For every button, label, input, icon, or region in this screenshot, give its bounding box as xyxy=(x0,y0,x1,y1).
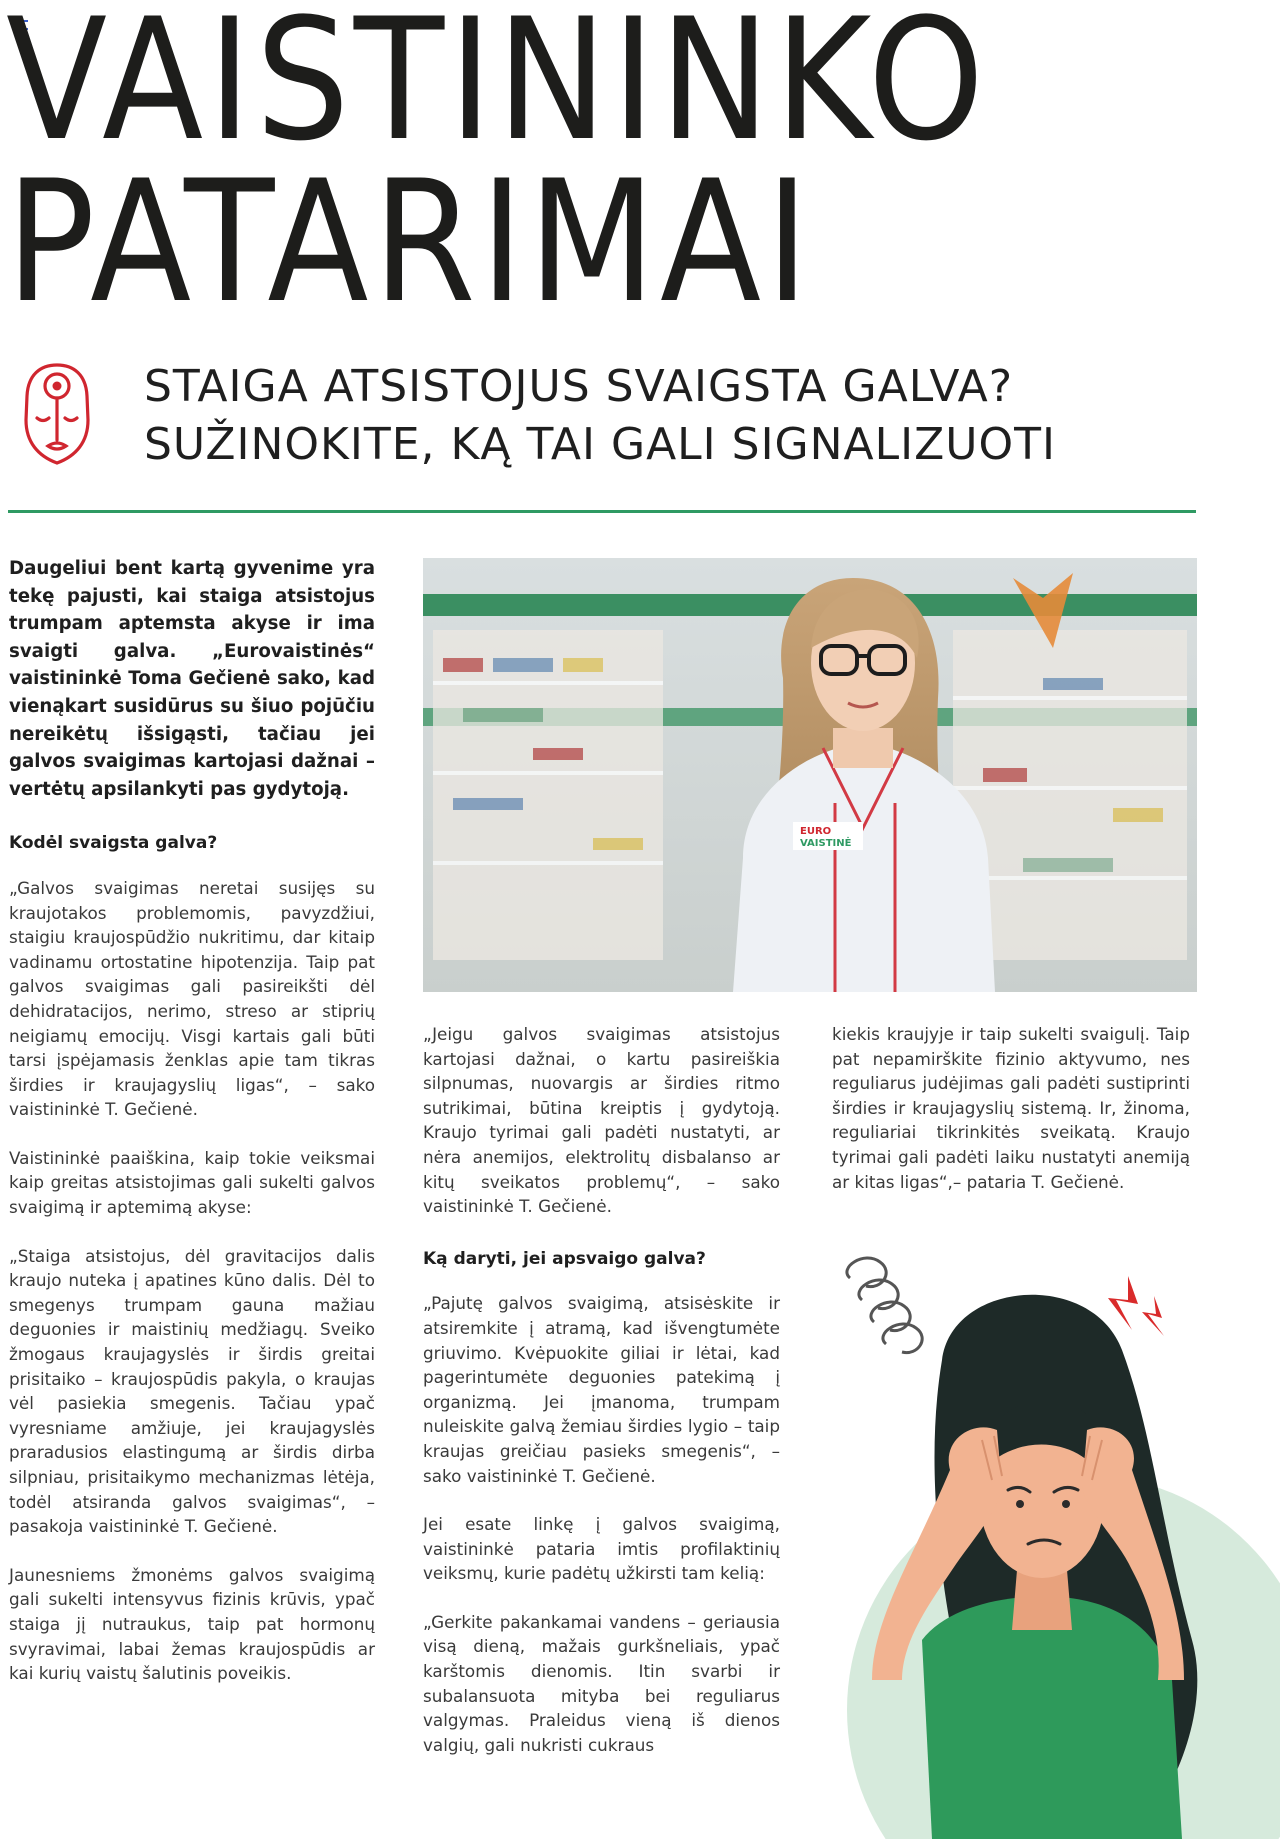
paragraph: kiekis kraujyje ir taip sukelti svaigulį. Taip pat nepamirškite fizinio aktyvumo, nes reguliarus judėjimas gali padėti sustiprinti širdies ir kraujagyslių sistemą. Ir, žinoma, reguliariai tikrinkitės sveikatą. Kraujo tyrimai gali padėti laiku nustatyti anemiją ar kitas ligas“,– pataria T. Gečienė. xyxy=(832,1024,1190,1192)
subtitle-line-1: STAIGA ATSISTOJUS SVAIGSTA GALVA? xyxy=(144,361,1014,412)
pharmacist-photo xyxy=(423,558,1197,992)
column-3 xyxy=(832,1022,1190,1194)
column-1 xyxy=(9,555,375,1686)
column-2 xyxy=(423,1022,780,1757)
paragraph: Jaunesniems žmonėms galvos svaigimą gali sukelti intensyvus fizinis krūvis, ypač staiga jį nutraukus, taip pat hormonų svyravimai, labai žemas kraujospūdis ar kai kurių vaistų šalutinis poveikis. xyxy=(9,1564,375,1684)
article-subtitle xyxy=(144,358,1056,474)
paragraph: „Staiga atsistojus, dėl gravitacijos dalis kraujo nuteka į apatines kūno dalis. Dėl to smegenys trumpam gauna mažiau deguonies ir maistinių medžiagų. Sveiko žmogaus kraujagyslės ir širdis greitai prisitaiko – kraujospūdis pakyla, o kraujas vėl pasiekia smegenis. Tačiau ypač vyresniame amžiuje, jei kraujagyslės praradusios elastingumą ar širdis dirba silpniau, prisitaikymo mechanizmas lėtėja, todėl atsiranda galvos svaigimas“, – pasakoja vaistininkė T. Gečienė. xyxy=(9,1245,375,1537)
paragraph: „Galvos svaigimas neretai susijęs su kraujotakos problemomis, pavyzdžiui, staigiu kraujospūdžio nukritimu, dar kitaip vadinamu ortostatine hipotenzija. Taip pat galvos svaigimas gali pasireikšti dėl dehidratacijos, nerimo, streso ar stiprių neigiamų emocijų. Visgi kartais gali būti tarsi įspėjamasis ženklas apie tam tikras širdies ir kraujagyslių ligas“, – sako vaistininkė T. Gečienė. xyxy=(9,877,375,1120)
dizzy-woman-illustration xyxy=(832,1240,1280,1839)
photo-badge-line-1: EURO xyxy=(800,826,832,837)
green-divider xyxy=(8,510,1196,513)
pain-lightning-icon xyxy=(1108,1276,1164,1336)
paragraph: „Jeigu galvos svaigimas atsistojus kartojasi dažnai, o kartu pasireiškia silpnumas, nuovargis ar širdies ritmo sutrikimai, būtina kreiptis į gydytoją. Kraujo tyrimai gali padėti nustatyti, ar nėra anemijos, elektrolitų disbalanso ar kitų sveikatos problemų“, – sako vaistininkė T. Gečienė. xyxy=(423,1024,780,1217)
section-heading-why: Kodėl svaigsta galva? xyxy=(9,833,218,854)
paragraph: „Gerkite pakankamai vandens – geriausia visą dieną, mažais gurkšneliais, ypač karštomis dienomis. Itin svarbi ir subalansuota mityba bei reguliarus valgymas. Praleidus vieną iš dienos valgių, gali nukristi cukraus xyxy=(423,1611,780,1755)
photo-badge-line-2: VAISTINĖ xyxy=(800,838,852,849)
face-target-icon xyxy=(22,362,92,468)
subtitle-line-2: SUŽINOKITE, KĄ TAI GALI SIGNALIZUOTI xyxy=(144,419,1056,470)
paragraph: Jei esate linkę į galvos svaigimą, vaistininkė pataria imtis profilaktinių veiksmų, kurie padėtų užkirsti tam kelią: xyxy=(423,1514,780,1584)
lead-paragraph: Daugeliui bent kartą gyvenime yra tekę pajusti, kai staiga atsistojus trumpam aptemsta akyse ir ima svaigti galva. „Eurovaistinės“ vaistininkė Toma Gečienė sako, kad vienąkart susidūrus su šiuo pojūčiu nereikėtų išsigąsti, tačiau jei galvos svaigimas kartojasi dažnai – vertėtų apsilankyti pas gydytoją. xyxy=(9,558,375,800)
paragraph: „Pajutę galvos svaigimą, atsisėskite ir atsiremkite į atramą, kad išvengtumėte griuvimo. Kvėpuokite giliai ir lėtai, kad pagerintumėte deguonies patekimą į organizmą. Jei įmanoma, trumpam nuleiskite galvą žemiau širdies lygio – taip kraujas greičiau pasieks smegenis“, – sako vaistininkė T. Gečienė. xyxy=(423,1293,780,1486)
page-title-line-1: VAISTININKO xyxy=(6,0,989,178)
paragraph: Vaistininkė paaiškina, kaip tokie veiksmai kaip greitas atsistojimas gali sukelti galvos svaigimą ir aptemimą akyse: xyxy=(9,1147,375,1218)
page-title-line-2: PATARIMAI xyxy=(6,144,814,340)
section-heading-what-to-do: Ką daryti, jei apsvaigo galva? xyxy=(423,1248,706,1269)
dizzy-spiral-icon xyxy=(847,1258,922,1353)
